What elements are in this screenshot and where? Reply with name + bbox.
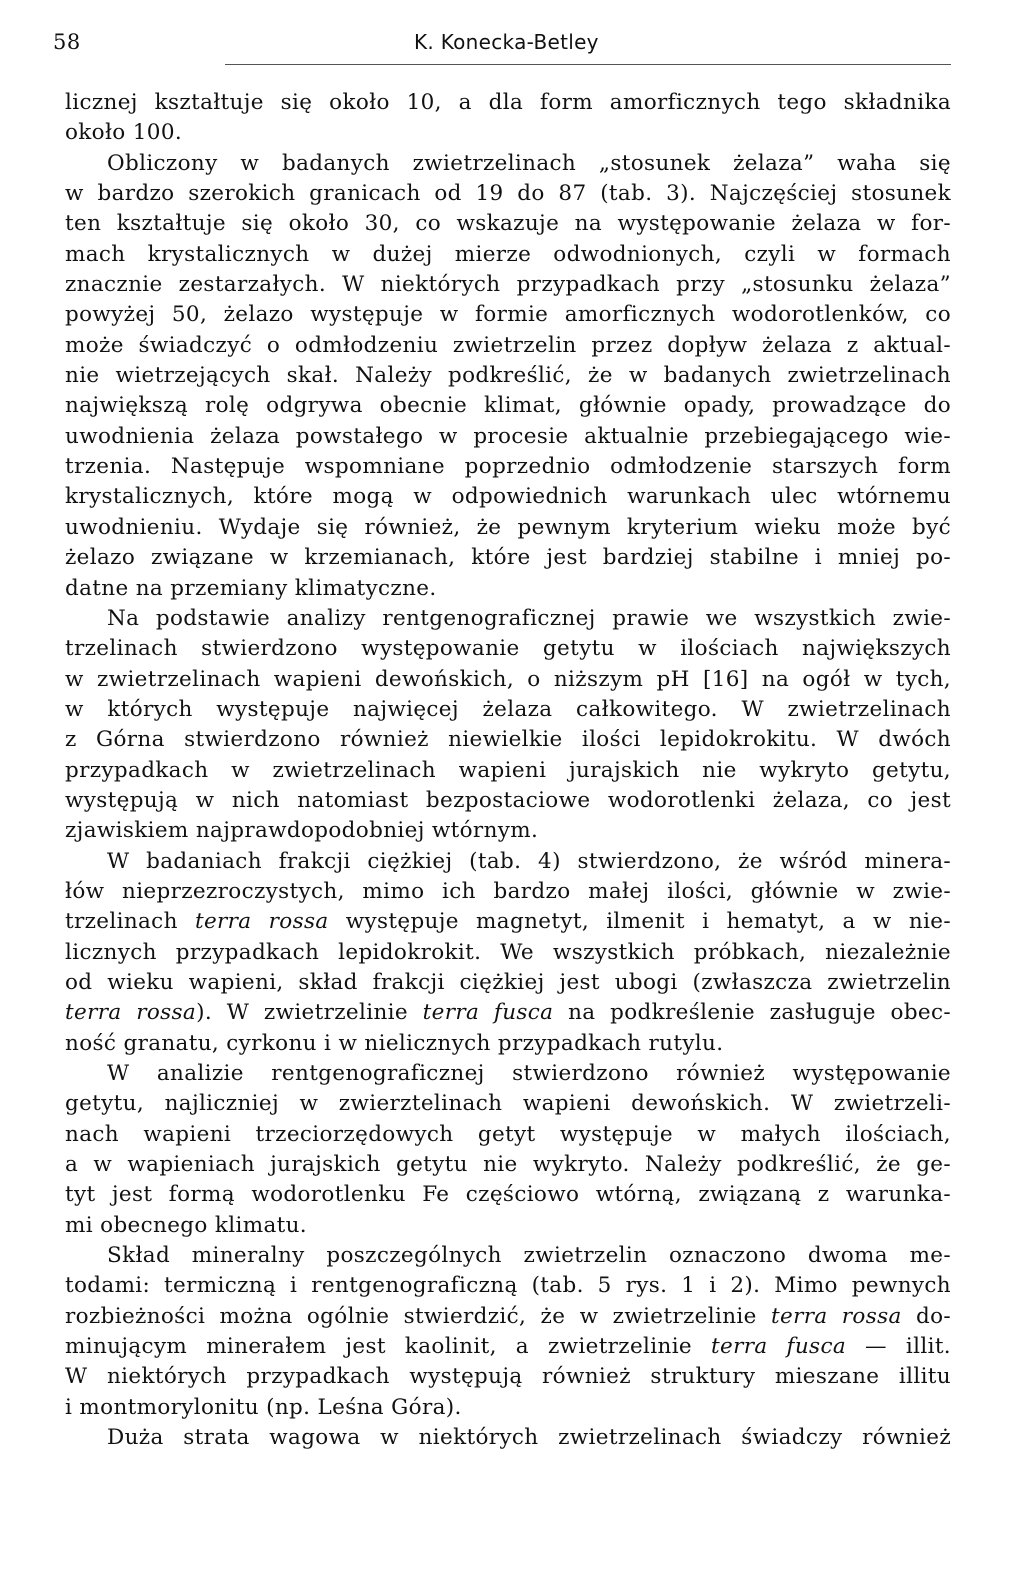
text-line: łów nieprzezroczystych, mimo ich bardzo małej ilości, głównie w zwie- xyxy=(65,878,951,904)
text-line: i montmorylonitu (np. Leśna Góra). xyxy=(65,1394,462,1420)
text-line: od wieku wapieni, skład frakcji ciężkiej jest ubogi (zwłaszcza zwietrzelin xyxy=(65,969,951,995)
text-line: ten kształtuje się około 30, co wskazuje na występowanie żelaza w for- xyxy=(65,211,951,237)
text-line: minującym minerałem jest kaolinit, a zwietrzelinie terra fusca — illit. xyxy=(65,1334,951,1360)
text-line: nie wietrzejących skał. Należy podkreślić, że w badanych zwietrzelinach xyxy=(65,363,951,389)
text-line: w bardzo szerokich granicach od 19 do 87 (tab. 3). Najczęściej stosunek xyxy=(65,181,951,207)
text-line: W analizie rentgenograficznej stwierdzono również występowanie xyxy=(107,1061,951,1086)
text-line: Duża strata wagowa w niektórych zwietrzelinach świadczy również xyxy=(107,1425,951,1451)
text-line: około 100. xyxy=(65,120,183,146)
text-line: getytu, najliczniej w zwierztelinach wapieni dewońskich. W zwietrzeli- xyxy=(65,1091,951,1117)
text-line: Obliczony w badanych zwietrzelinach „stosunek żelaza” waha się xyxy=(107,150,951,176)
text-line: datne na przemiany klimatyczne. xyxy=(65,575,437,601)
italic-term: terra fusca xyxy=(711,1334,847,1360)
text-line: Skład mineralny poszczególnych zwietrzelin oznaczono dwoma me- xyxy=(107,1243,951,1269)
text-line: krystalicznych, które mogą w odpowiednich warunkach ulec wtórnemu xyxy=(65,484,951,510)
text-line: nach wapieni trzeciorzędowych getyt występuje w małych ilościach, xyxy=(65,1121,951,1147)
running-head: K. Konecka-Betley xyxy=(414,30,599,54)
text-line: licznych przypadkach lepidokrokit. We wszystkich próbkach, niezależnie xyxy=(65,939,951,965)
body-text xyxy=(65,88,951,1453)
document-page xyxy=(53,0,951,1451)
text-line: W badaniach frakcji ciężkiej (tab. 4) stwierdzono, że wśród minera- xyxy=(107,848,951,874)
text-line: ność granatu, cyrkonu i w nielicznych przypadkach rutylu. xyxy=(65,1030,724,1056)
text-line: zjawiskiem najprawdopodobniej wtórnym. xyxy=(65,818,539,844)
text-line: Na podstawie analizy rentgenograficznej prawie we wszystkich zwie- xyxy=(107,605,951,631)
header-rule xyxy=(225,64,951,65)
text-line: mi obecnego klimatu. xyxy=(65,1212,307,1238)
text-line: a w wapieniach jurajskich getytu nie wykryto. Należy podkreślić, że ge- xyxy=(65,1152,951,1178)
italic-term: terra rossa xyxy=(771,1303,902,1329)
text-line: terra rossa). W zwietrzelinie terra fusca na podkreślenie zasługuje obec- xyxy=(65,1000,951,1026)
text-line: w zwietrzelinach wapieni dewońskich, o niższym pH [16] na ogół w tych, xyxy=(65,666,951,692)
text-line: powyżej 50, żelazo występuje w formie amorficznych wodorotlenków, co xyxy=(65,302,951,328)
text-line: znacznie zestarzałych. W niektórych przypadkach przy „stosunku żelaza” xyxy=(65,272,951,298)
text-line: tyt jest formą wodorotlenku Fe częściowo wtórną, związaną z warunka- xyxy=(65,1182,951,1208)
page-number: 58 xyxy=(53,30,81,54)
text-line: uwodnieniu. Wydaje się również, że pewnym kryterium wieku może być xyxy=(65,514,951,540)
text-line: występują w nich natomiast bezpostaciowe wodorotlenki żelaza, co jest xyxy=(65,787,951,813)
italic-term: terra rossa xyxy=(194,909,329,935)
text-line: z Górna stwierdzono również niewielkie ilości lepidokrokitu. W dwóch xyxy=(65,727,951,753)
italic-term: terra rossa xyxy=(65,1000,197,1026)
italic-term: terra fusca xyxy=(422,1000,554,1026)
text-line: największą rolę odgrywa obecnie klimat, głównie opady, prowadzące do xyxy=(65,393,951,419)
text-line: todami: termiczną i rentgenograficzną (tab. 5 rys. 1 i 2). Mimo pewnych xyxy=(65,1273,951,1299)
text-line: trzenia. Następuje wspomniane poprzednio odmłodzenie starszych form xyxy=(65,454,951,480)
text-line: przypadkach w zwietrzelinach wapieni jurajskich nie wykryto getytu, xyxy=(65,757,951,783)
page-header xyxy=(53,0,951,64)
text-line: uwodnienia żelaza powstałego w procesie aktualnie przebiegającego wie- xyxy=(65,423,951,449)
text-line: żelazo związane w krzemianach, które jest bardziej stabilne i mniej po- xyxy=(65,545,951,571)
text-line: licznej kształtuje się około 10, a dla form amorficznych tego składnika xyxy=(65,90,951,115)
text-line: mach krystalicznych w dużej mierze odwodnionych, czyli w formach xyxy=(65,241,951,267)
text-line: trzelinach terra rossa występuje magnetyt, ilmenit i hematyt, a w nie- xyxy=(65,909,951,935)
text-line: w których występuje najwięcej żelaza całkowitego. W zwietrzelinach xyxy=(65,696,951,722)
text-line: trzelinach stwierdzono występowanie getytu w ilościach największych xyxy=(65,636,951,662)
text-line: rozbieżności można ogólnie stwierdzić, że w zwietrzelinie terra rossa do- xyxy=(65,1303,951,1329)
text-line: W niektórych przypadkach występują również struktury mieszane illitu xyxy=(65,1364,951,1390)
text-line: może świadczyć o odmłodzeniu zwietrzelin przez dopływ żelaza z aktual- xyxy=(65,332,951,358)
